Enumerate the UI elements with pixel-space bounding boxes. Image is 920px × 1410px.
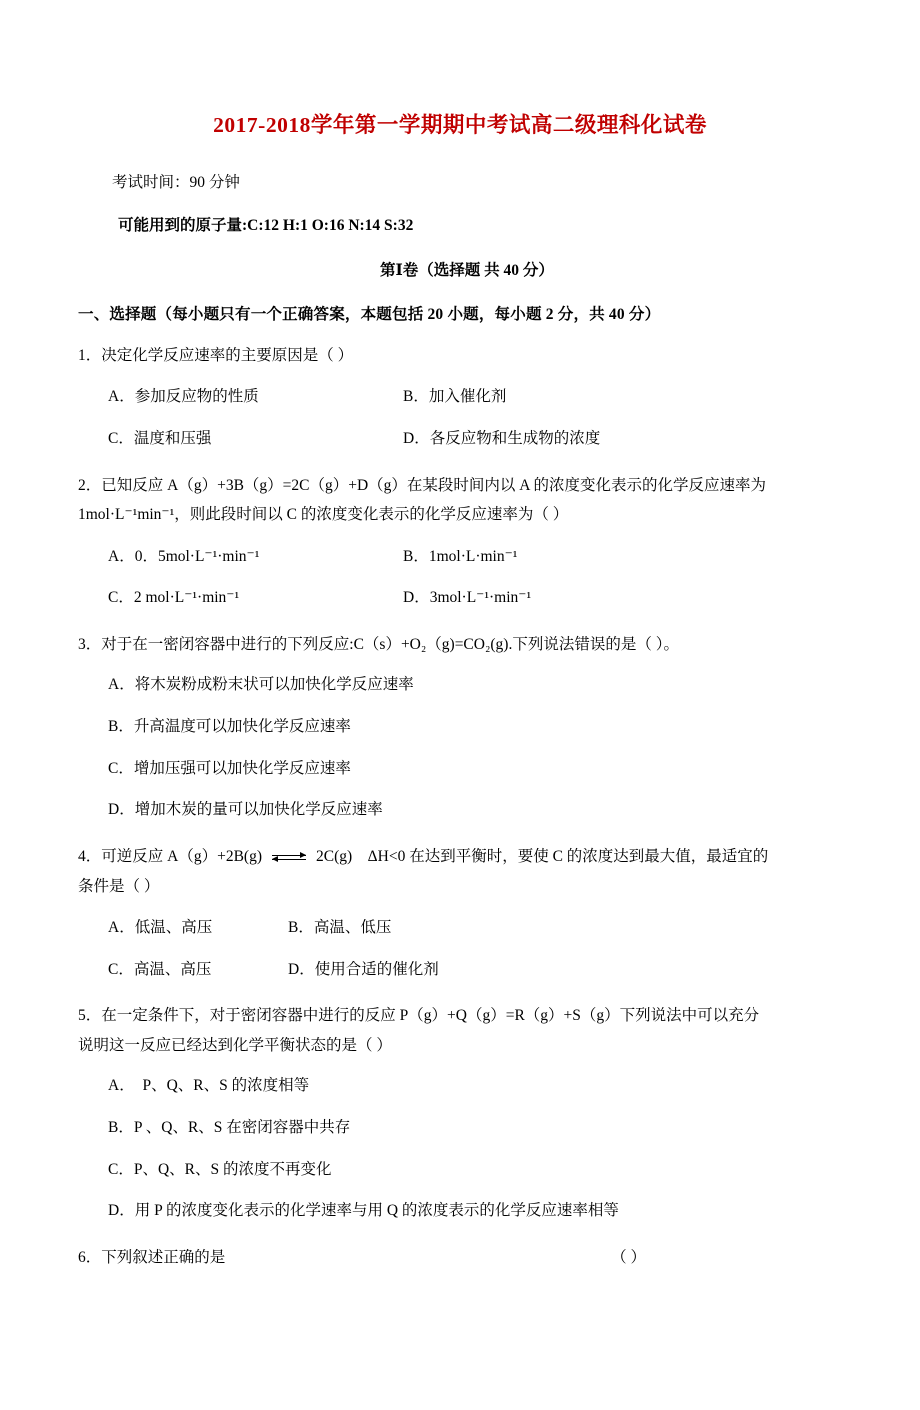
- question-2: [78, 471, 842, 613]
- multiple-choice-header: 一、选择题（每小题只有一个正确答案，本题包括 20 小题，每小题 2 分，共 40 分）: [78, 306, 661, 323]
- option-item[interactable]: B．加入催化剂: [403, 388, 507, 406]
- question-6: [78, 1243, 842, 1272]
- exam-paper-page: [0, 108, 920, 1410]
- question-3: [78, 630, 842, 825]
- option-item[interactable]: D．使用合适的催化剂: [288, 960, 439, 978]
- question-1-stem: 1．决定化学反应速率的主要原因是（ ）: [78, 347, 354, 364]
- equilibrium-arrow-icon: [272, 852, 306, 864]
- option-item[interactable]: A．低温、高压: [108, 919, 213, 936]
- question-2-stem-line-1: 2．已知反应 A（g）+3B（g）=2C（g）+D（g）在某段时间内以 A 的浓度变化表示的化学反应速率为: [78, 476, 767, 494]
- option-item[interactable]: C．P、Q、R、S 的浓度不再变化: [108, 1160, 332, 1178]
- option-item[interactable]: B．高温、低压: [288, 919, 392, 936]
- option-item[interactable]: D．各反应物和生成物的浓度: [403, 430, 601, 448]
- option-item[interactable]: D．3mol·L⁻¹·min⁻¹: [403, 589, 532, 607]
- atomic-mass-note: 可能用到的原子量:C:12 H:1 O:16 N:14 S:32: [118, 216, 414, 234]
- exam-time: 考试时间：90 分钟: [112, 174, 240, 191]
- option-item[interactable]: B．1mol·L·min⁻¹: [403, 547, 518, 565]
- question-3-options: [78, 671, 842, 825]
- option-item[interactable]: A．将木炭粉成粉末状可以加快化学反应速率: [108, 676, 414, 694]
- question-3-stem: 3．对于在一密闭容器中进行的下列反应:C（s）+O₂（g)=CO₂(g).下列说法错误的是（ ）。: [78, 636, 679, 653]
- question-6-answer-mark: （ ）: [611, 1248, 646, 1266]
- question-6-stem: 6．下列叙述正确的是 （ ）: [78, 1243, 842, 1272]
- option-item[interactable]: C．增加压强可以加快化学反应速率: [108, 759, 351, 777]
- question-5-stem-line-2: 说明这一反应已经达到化学平衡状态的是（ ）: [78, 1036, 392, 1054]
- question-4-options: [78, 914, 842, 984]
- question-5-options: [78, 1072, 842, 1226]
- question-5-number: 5．: [78, 1007, 102, 1025]
- option-item[interactable]: B．升高温度可以加快化学反应速率: [108, 718, 351, 736]
- question-1-options: [78, 383, 842, 453]
- option-item[interactable]: A． P、Q、R、S 的浓度相等: [108, 1077, 310, 1095]
- question-2-number: 2．: [78, 476, 102, 494]
- option-item[interactable]: A．0．5mol·L⁻¹·min⁻¹: [108, 547, 260, 565]
- question-2-stem-line-2: 1mol·L⁻¹min⁻¹，则此段时间以 C 的浓度变化表示的化学反应速率为（ ）: [78, 506, 569, 524]
- question-4-stem-line-1: 4．可逆反应 A（g）+2B(g) 2C(g) ΔH<0 在达到平衡时，要使 C 的浓度达到最大值，最适宜的: [78, 848, 769, 866]
- option-item[interactable]: C．温度和压强: [108, 430, 212, 448]
- option-item[interactable]: A．参加反应物的性质: [108, 388, 259, 406]
- option-item[interactable]: B．P 、Q、R、S 在密闭容器中共存: [108, 1118, 351, 1136]
- question-4-stem-line-2: 条件是（ ）: [78, 877, 160, 895]
- option-item[interactable]: C．2 mol·L⁻¹·min⁻¹: [108, 589, 240, 607]
- question-4: [78, 842, 842, 984]
- question-3-number: 3．: [78, 636, 102, 653]
- part-one-header: 第Ⅰ卷（选择题 共 40 分）: [380, 262, 554, 279]
- question-6-number: 6．: [78, 1248, 102, 1266]
- option-item[interactable]: C．高温、高压: [108, 960, 212, 978]
- page-title: 2017-2018学年第一学期期中考试高二级理科化试卷: [213, 113, 707, 137]
- question-1-number: 1．: [78, 347, 102, 364]
- question-1: [78, 341, 842, 454]
- question-2-options: [78, 543, 842, 613]
- question-4-number: 4．: [78, 848, 102, 866]
- option-item[interactable]: D．增加木炭的量可以加快化学反应速率: [108, 801, 383, 819]
- option-item[interactable]: D．用 P 的浓度变化表示的化学速率与用 Q 的浓度表示的化学反应速率相等: [108, 1202, 619, 1220]
- question-5-stem-line-1: 5．在一定条件下，对于密闭容器中进行的反应 P（g）+Q（g）=R（g）+S（g）下列说法中可以充分: [78, 1007, 760, 1025]
- question-5: [78, 1001, 842, 1226]
